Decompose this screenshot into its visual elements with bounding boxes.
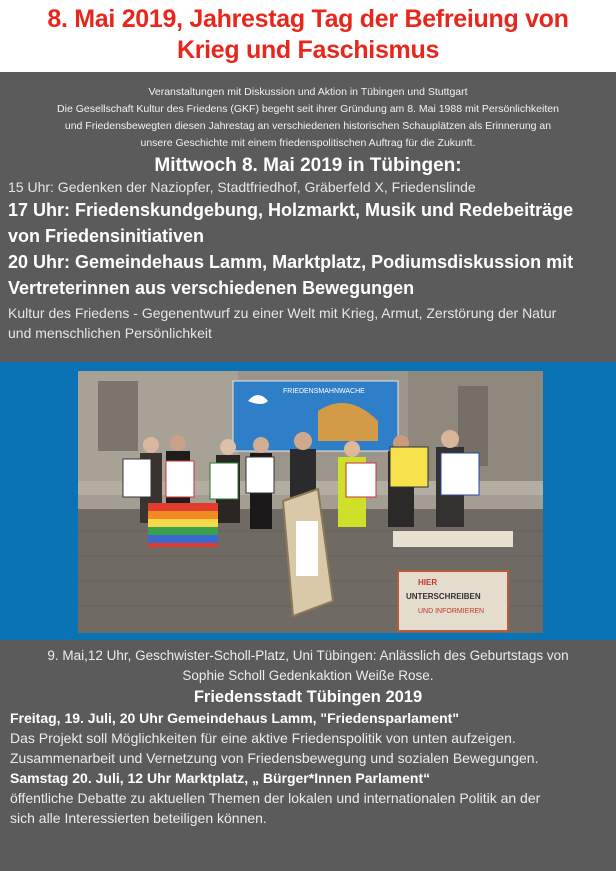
event-20-uhr-line-2: Vertreterinnen aus verschiedenen Bewegungen	[8, 278, 415, 298]
bottom-section	[0, 640, 616, 871]
banner-text: FRIEDENSMAHNWACHE	[283, 388, 365, 395]
event-freitag-text-1: Das Projekt soll Möglichkeiten für eine aktive Friedenspolitik von unten aufzeigen.	[10, 730, 516, 746]
page-title	[8, 4, 608, 66]
photo-illustration	[78, 371, 543, 633]
top-section	[0, 72, 616, 362]
intro-text	[6, 84, 610, 152]
scholl-text	[8, 646, 608, 686]
event-freitag: Freitag, 19. Juli, 20 Uhr Gemeindehaus Lamm, "Friedensparlament"	[10, 710, 459, 726]
event-17-uhr-line-2: von Friedensinitiativen	[8, 226, 205, 246]
event-photo	[78, 371, 543, 633]
title-line-1: 8. Mai 2019, Jahrestag Tag der Befreiung von	[47, 5, 569, 33]
board-line-3: UND INFORMIEREN	[418, 608, 485, 615]
board-line-1: HIER	[418, 578, 438, 587]
kultur-line-1: Kultur des Friedens - Gegenentwurf zu einer Welt mit Krieg, Armut, Zerstörung der Natur	[8, 305, 557, 321]
event-samstag-text-1: öffentliche Debatte zu aktuellen Themen der lokalen und internationalen Politik an der	[10, 790, 541, 806]
header	[0, 0, 616, 72]
event-freitag-text-2: Zusammenarbeit und Vernetzung von Friedensbewegung und sozialen Bewegungen.	[10, 750, 539, 766]
event-samstag-text-2: sich alle Interessierten beteiligen können.	[10, 810, 267, 826]
event-15-uhr: 15 Uhr: Gedenken der Naziopfer, Stadtfriedhof, Gräberfeld X, Friedenslinde	[8, 179, 476, 195]
title-line-2: Krieg und Faschismus	[176, 36, 440, 64]
event-17-uhr-line-1: 17 Uhr: Friedenskundgebung, Holzmarkt, Musik und Redebeiträge	[8, 200, 574, 220]
board-line-2: UNTERSCHREIBEN	[406, 592, 481, 601]
scholl-line-1: 9. Mai,12 Uhr, Geschwister-Scholl-Platz, Uni Tübingen: Anlässlich des Geburtstags von	[47, 648, 569, 663]
intro-line-4: unsere Geschichte mit einem friedenspolitischen Auftrag für die Zukunft.	[140, 137, 476, 149]
friedensstadt-heading: Friedensstadt Tübingen 2019	[193, 688, 423, 706]
intro-line-3: und Friedensbewegten diesen Jahrestag an verschiedenen historischen Schauplätzen als Erinnerung an	[64, 120, 552, 132]
intro-line-2: Die Gesellschaft Kultur des Friedens (GKF) begeht seit ihrer Gründung am 8. Mai 1988 mit Persönlichkeiten	[57, 103, 559, 115]
event-samstag: Samstag 20. Juli, 12 Uhr Marktplatz, „ Bürger*Innen Parlament“	[10, 770, 431, 786]
event-20-uhr-line-1: 20 Uhr: Gemeindehaus Lamm, Marktplatz, Podiumsdiskussion mit	[8, 252, 574, 272]
scholl-line-2: Sophie Scholl Gedenkaktion Weiße Rose.	[182, 668, 434, 683]
photo-band	[0, 362, 616, 640]
intro-line-1: Veranstaltungen mit Diskussion und Aktion in Tübingen und Stuttgart	[148, 86, 468, 98]
tuebingen-heading: Mittwoch 8. Mai 2019 in Tübingen:	[154, 155, 462, 176]
kultur-line-2: und menschlichen Persönlichkeit	[8, 325, 212, 341]
